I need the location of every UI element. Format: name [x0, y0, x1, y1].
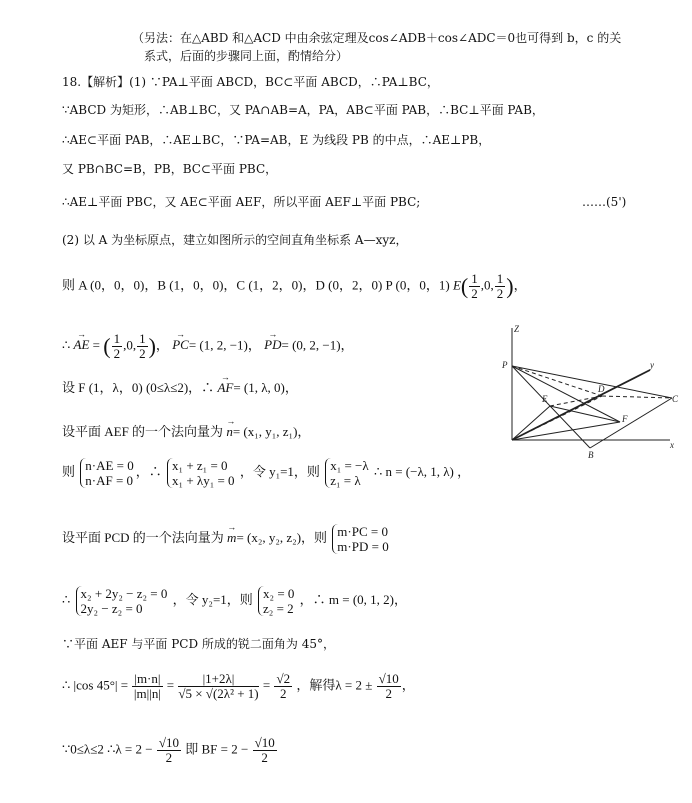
cos-denominator-3: 2: [280, 686, 287, 701]
label-d: D: [598, 384, 605, 394]
z2-value: z₂ = 2: [263, 601, 294, 616]
system-m-dot: [332, 524, 388, 554]
point-e-label: E: [452, 277, 461, 293]
final-root10-den: 2: [165, 750, 173, 765]
system-m-solution: [258, 586, 294, 616]
final-bf: 即 BF = 2 −: [185, 741, 249, 757]
cos-numerator: |m·n|: [134, 671, 161, 686]
label-y: y: [650, 360, 654, 370]
problem18-header: 18.【解析】(1) ∵PA⊥平面 ABCD，BC⊂平面 ABCD，∴PA⊥BC，: [62, 75, 439, 89]
score-mark: ……(5'): [582, 195, 627, 209]
proof-line-4: 又 PB∩BC=B，PB，BC⊂平面 PBC，: [62, 162, 278, 176]
final-bf-num: √10: [254, 735, 275, 750]
system-n-expanded: [167, 458, 235, 488]
system-m-line: ∴ x₂ + 2y₂ − z₂ = 0 2y₂ − z₂ = 0 ，令 y₂=1，则 x₂ = 0 z₂ = 2 ，∴ m = (0, 1, 2)，: [62, 586, 408, 616]
system-n-solution: [325, 458, 369, 488]
vectors-line: ∴ → AE = ( $\frac{1}{2}$ ,0, $\frac{1}{2}$ )， → PC= (1, 2, −1)， → PD= (0, 2, −1)，: [62, 332, 354, 368]
root10-den: 2: [385, 686, 392, 701]
edge-ef: [550, 406, 620, 422]
part2-header: (2) 以 A 为坐标原点，建立如图所示的空间直角坐标系 A—xyz，: [62, 233, 408, 247]
vector-pc-value: = (1, 2, −1)，: [188, 337, 261, 353]
system-m-expanded: [76, 586, 168, 616]
vector-pd-value: = (0, 2, −1)，: [281, 337, 354, 353]
set-f-line: [62, 380, 298, 396]
vector-pd: → PD: [264, 337, 281, 353]
final-answer-line: [62, 736, 278, 780]
z1-value: z₁ = λ: [330, 473, 361, 488]
final-root10-num: √10: [158, 735, 179, 750]
let-y2: ，令 y₂=1，则: [172, 591, 253, 607]
cos-numerator-2: |1+2λ|: [178, 672, 258, 687]
vector-pc: → PC: [172, 337, 189, 353]
dihedral-angle-line: ∵平面 AEF 与平面 PCD 所成的锐二面角为 45°，: [62, 637, 335, 651]
eq-n-af: n·AF = 0: [85, 473, 134, 488]
eq-x2-y2-z2: x₂ + 2y₂ − z₂ = 0: [80, 586, 168, 601]
eq-x1-y1: x₁ + λy₁ = 0: [172, 473, 235, 488]
proof-line-5: ∴AE⊥平面 PBC，又 AE⊂平面 AEF，所以平面 AEF⊥平面 PBC;: [62, 195, 421, 209]
cos-denominator-2: √5 × √(2λ² + 1): [178, 686, 259, 701]
let-y1: ，令 y₁=1，则: [239, 463, 320, 479]
then-word: 则: [62, 463, 76, 479]
eq-y2-z2: 2y₂ − z₂ = 0: [80, 601, 143, 616]
x2-value: x₂ = 0: [263, 586, 295, 601]
label-f: F: [622, 414, 628, 424]
point-coordinates: 则 A (0，0，0)，B (1，0，0)，C (1，2，0)，D (0，2，0) P (0，0，1): [62, 277, 450, 293]
edge-ad: [512, 396, 602, 440]
root10-num: √10: [378, 671, 399, 686]
label-p: P: [502, 360, 508, 370]
eq-x1-z1: x₁ + z₁ = 0: [172, 458, 228, 473]
alt-method-note-line1: （另法：在△ABD 和△ACD 中由余弦定理及cos∠ADB＋cos∠ADC＝0也可得到 b，c 的关: [132, 31, 622, 45]
coordinates-line: 则 A (0，0，0)，B (1，0，0)，C (1，2，0)，D (0，2，0) P (0，0，1) E( $\frac{1}{2}$ ,0, $\frac{1}{2}$ )，: [62, 271, 527, 301]
normal-m-line: 设平面 PCD 的一个法向量为 → m= (x₂, y₂, z₂)，则 m·PC = 0 m·PD = 0: [62, 524, 391, 564]
system-n-line: 则 n·AE = 0 n·AF = 0 ，∴ x₁ + z₁ = 0 x₁ + λy₁ = 0 ，令 y₁=1，则 x₁ = −λ z₁ = λ ∴ n = (−λ, 1, λ) ，: [62, 458, 471, 488]
cosine-equation: ∴ |cos 45°| = $\frac{|m\cdot n|}{|m||n|}$ = $\frac{|1+2\lambda|}{\text{√5 × √(2λ² + 1)}}$ = $\frac{√2}{2}$ ，解得λ = 2 ± $\frac{√10}{2}$ ，: [62, 671, 415, 701]
label-b: B: [588, 450, 594, 460]
cos-numerator-3: √2: [276, 671, 291, 686]
normal-m-text: 设平面 PCD 的一个法向量为: [62, 529, 224, 545]
proof-line-3: ∴AE⊂平面 PAB，∴AE⊥BC，∵PA=AB，E 为线段 PB 的中点，∴AE⊥PB，: [62, 133, 491, 147]
label-x: x: [670, 440, 674, 450]
normal-n-value: = (x₁, y₁, z₁)，: [232, 424, 311, 439]
cos-denominator: |m||n|: [133, 686, 161, 701]
n-result: ∴ n = (−λ, 1, λ) ，: [373, 463, 471, 479]
eq-n-ae: n·AE = 0: [85, 458, 134, 473]
solve-text: ，解得λ = 2 ±: [296, 677, 373, 693]
proof-line-2: ∵ABCD 为矩形，∴AB⊥BC，又 PA∩AB=A，PA，AB⊂平面 PAB，∴BC⊥平面 PAB，: [62, 103, 544, 117]
m-result: ，∴ m = (0, 1, 2)，: [299, 591, 408, 607]
vector-ae: → AE: [74, 337, 90, 353]
eq-m-pd: m·PD = 0: [337, 539, 389, 554]
cos-lhs: ∴ |cos 45°| =: [62, 677, 129, 693]
set-f-text: 设 F (1，λ，0) (0≤λ≤2)，∴: [62, 380, 215, 395]
eq-m-pc: m·PC = 0: [337, 524, 388, 539]
therefore-symbol: ∴: [62, 337, 71, 353]
final-bf-den: 2: [261, 750, 268, 765]
edge-ed: [550, 396, 602, 406]
label-c: C: [672, 394, 679, 404]
coordinate-figure: [490, 322, 680, 462]
final-lambda: ∵0≤λ≤2 ∴λ = 2 −: [62, 741, 153, 757]
x1-value: x₁ = −λ: [330, 458, 369, 473]
vector-af-value: = (1, λ, 0)，: [233, 380, 298, 395]
alt-method-note-line2: 系式，后面的步骤同上面，酌情给分）: [144, 49, 349, 63]
vector-af: → AF: [217, 380, 233, 396]
normal-n-text: 设平面 AEF 的一个法向量为: [62, 424, 224, 439]
normal-m-value: = (x₂, y₂, z₂)，则: [236, 529, 328, 545]
system-n-dot: [80, 458, 134, 488]
label-e: E: [542, 394, 548, 404]
label-z: Z: [514, 324, 520, 334]
normal-n-line: 设平面 AEF 的一个法向量为 → n= (x₁, y₁, z₁)，: [62, 424, 310, 440]
